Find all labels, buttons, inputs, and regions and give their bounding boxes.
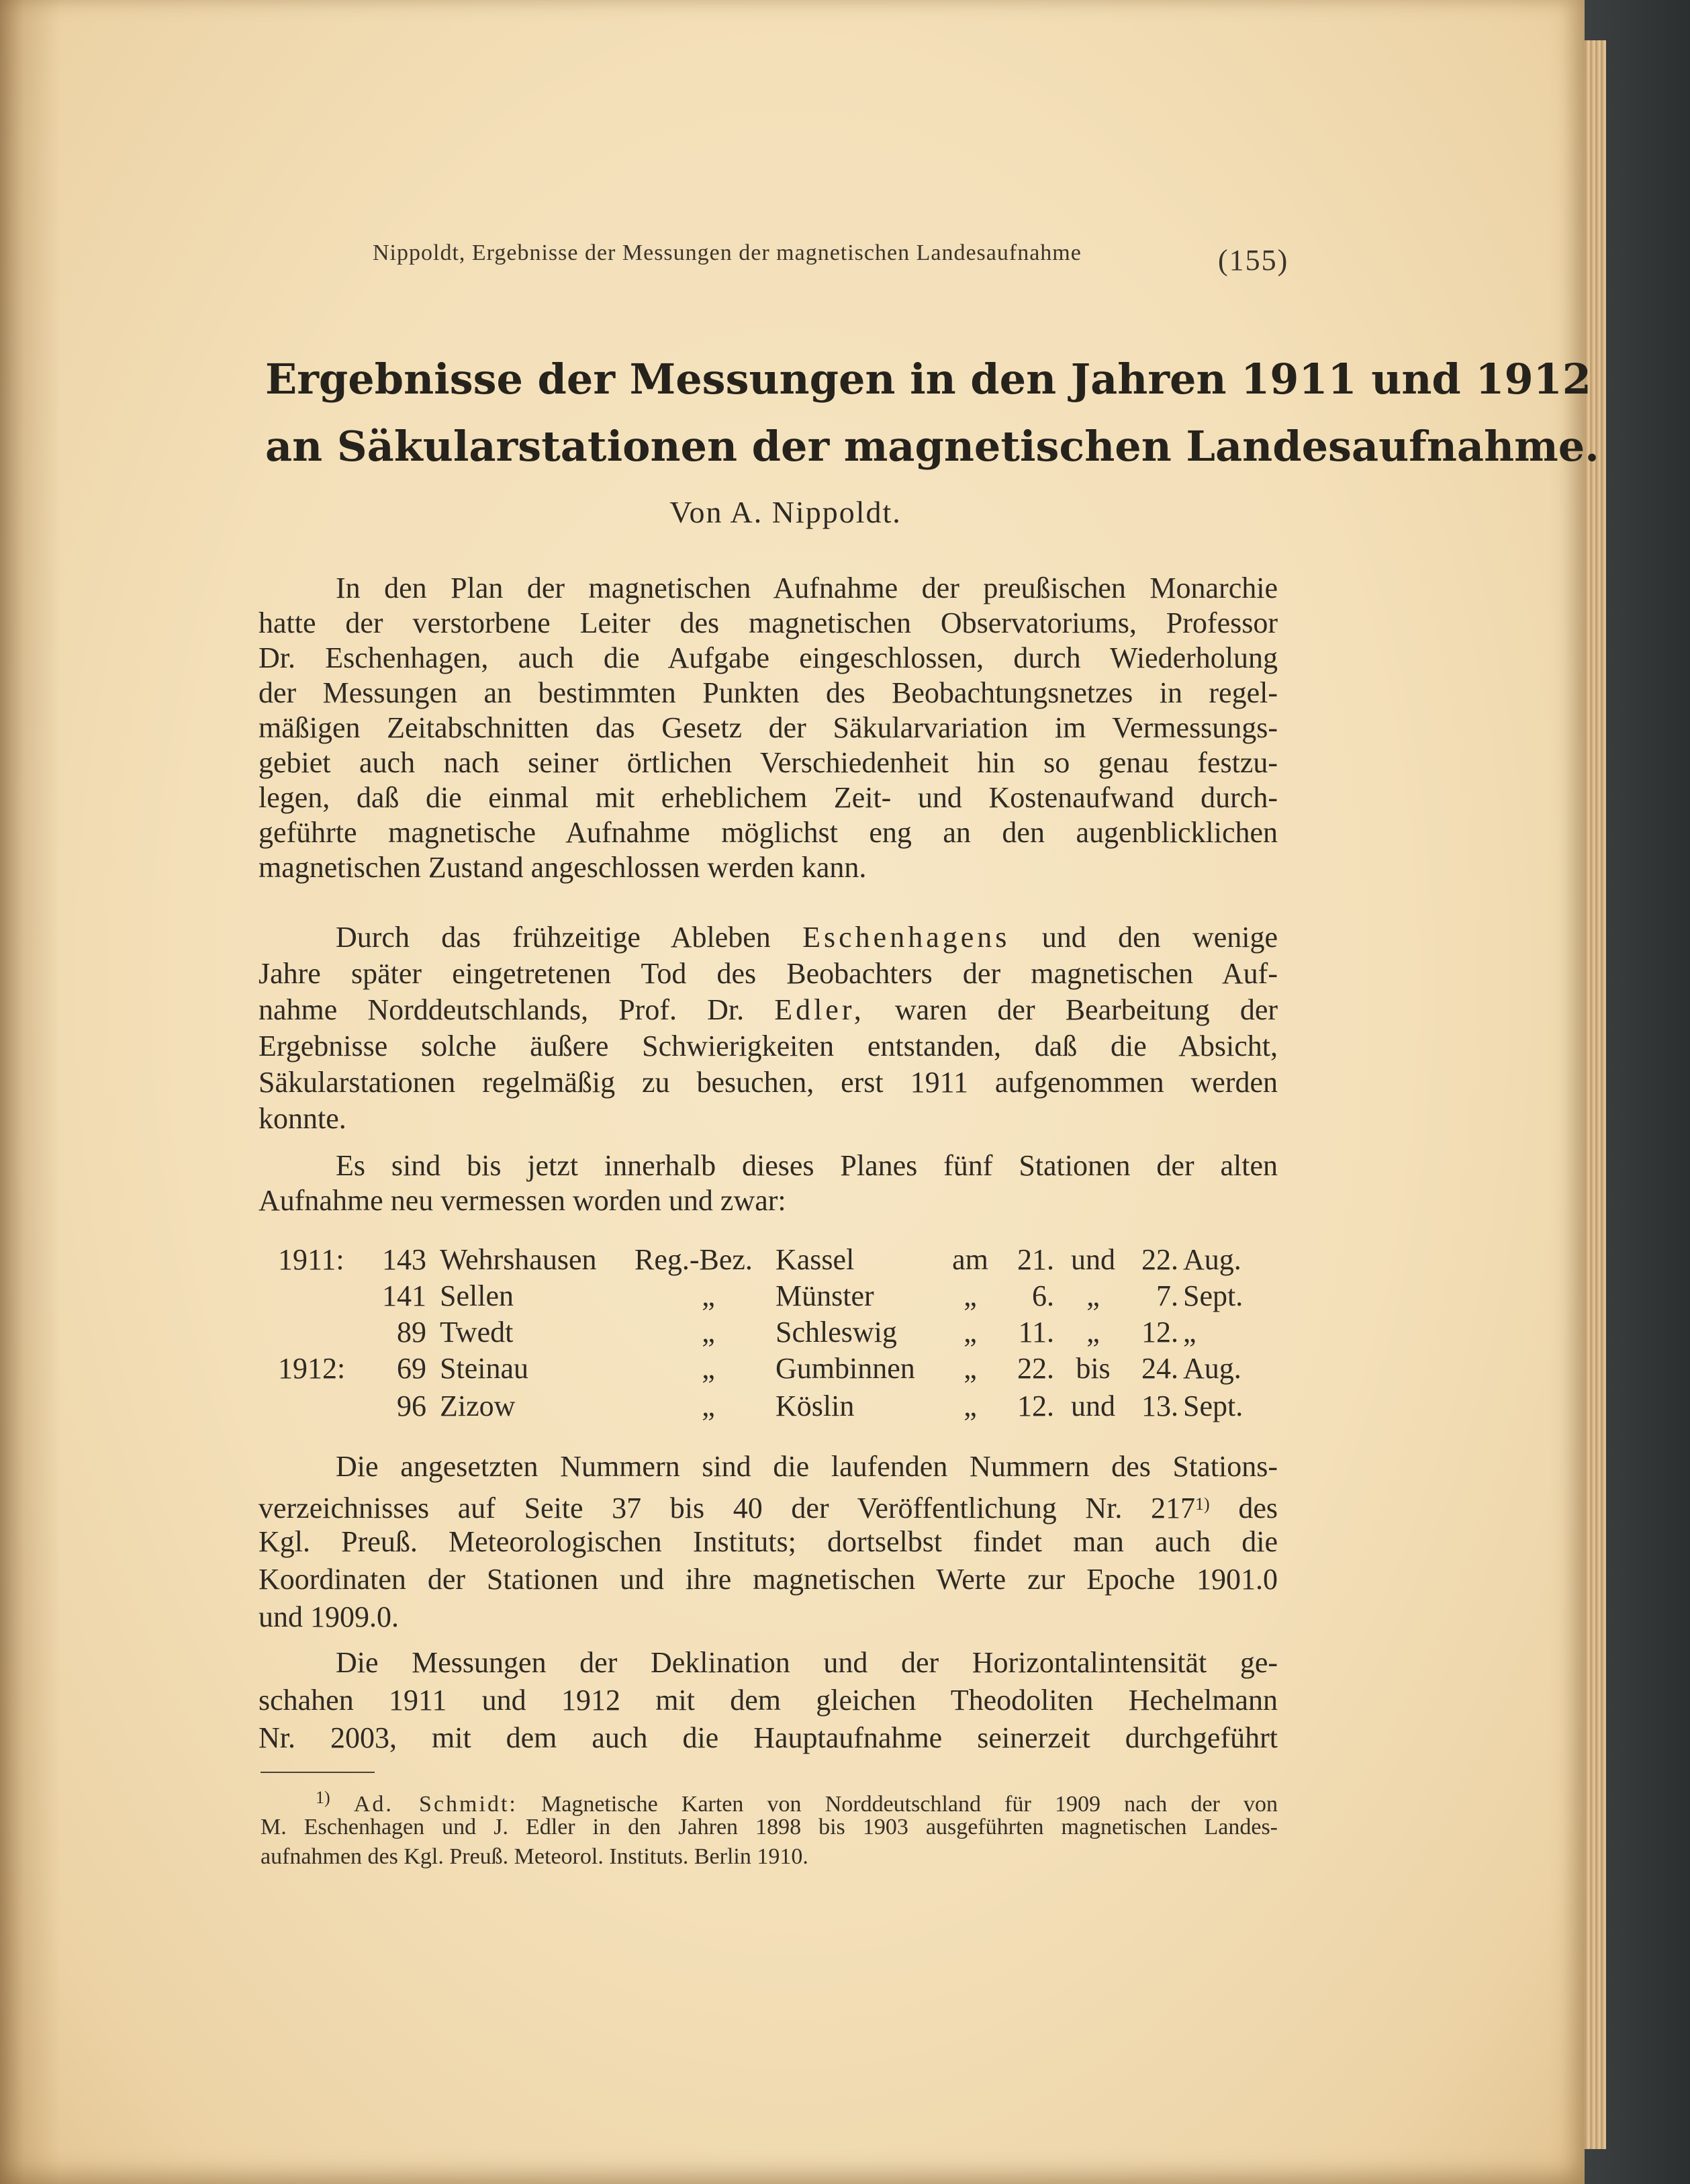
station-name: Twedt: [440, 1316, 514, 1349]
station-city: Schleswig: [776, 1316, 897, 1349]
paragraph-2-line: konnte.: [259, 1102, 346, 1135]
paragraph-5-line: Die Messungen der Deklination und der Horizontalintensität ge-: [336, 1646, 1278, 1679]
paragraph-4-line: Kgl. Preuß. Meteorologischen Instituts; dortselbst findet man auch die: [259, 1525, 1278, 1558]
paragraph-2-line: Säkularstationen regelmäßig zu besuchen, erst 1911 aufgenommen werden: [259, 1066, 1278, 1099]
station-day-start: 21.: [1017, 1243, 1054, 1276]
station-district: Reg.-Bez.: [635, 1243, 753, 1276]
paragraph-3-line: Es sind bis jetzt innerhalb dieses Planes fünf Stationen der alten: [336, 1149, 1278, 1182]
footnote-divider: [261, 1772, 375, 1773]
station-name: Steinau: [440, 1352, 528, 1385]
paragraph-2-line: Jahre später eingetretenen Tod des Beobachters der magnetischen Auf-: [259, 957, 1278, 990]
station-number: 89: [397, 1316, 426, 1349]
station-month: Aug.: [1183, 1243, 1241, 1276]
paragraph-5-line: Nr. 2003, mit dem auch die Hauptaufnahme seinerzeit durchgeführt: [259, 1721, 1278, 1754]
station-date-connector: bis: [1076, 1352, 1111, 1385]
station-number: 143: [382, 1243, 426, 1276]
paragraph-3-line: Aufnahme neu vermessen worden und zwar:: [259, 1184, 786, 1217]
article-author: Von A. Nippoldt.: [669, 495, 902, 529]
station-date-prefix: „: [964, 1316, 977, 1349]
station-year: 1911:: [278, 1243, 344, 1276]
station-date-prefix: „: [964, 1352, 977, 1385]
paragraph-2-line: nahme Norddeutschlands, Prof. Dr. Edler, waren der Bearbeitung der: [259, 993, 1278, 1026]
station-day-start: 11.: [1018, 1316, 1054, 1349]
paragraph-1-line: In den Plan der magnetischen Aufnahme der preußischen Monarchie: [336, 572, 1278, 604]
article-title-line-2: an Säkularstationen der magnetischen Landesaufnahme.: [265, 422, 1599, 471]
paragraph-1-line: der Messungen an bestimmten Punkten des Beobachtungsnetzes in regel-: [259, 676, 1278, 709]
station-date-connector: „: [1086, 1316, 1100, 1349]
article-title-line-1: Ergebnisse der Messungen in den Jahren 1911 und 1912: [265, 355, 1591, 404]
station-date-connector: und: [1071, 1243, 1115, 1276]
station-number: 141: [382, 1279, 426, 1312]
station-month: Aug.: [1183, 1352, 1241, 1385]
paragraph-4-line: verzeichnisses auf Seite 37 bis 40 der Veröffentlichung Nr. 217$^{1)}$ des: [259, 1492, 1278, 1525]
station-name: Wehrshausen: [440, 1243, 597, 1276]
paragraph-4-line: Koordinaten der Stationen und ihre magnetischen Werte zur Epoche 1901.0: [259, 1563, 1278, 1596]
paragraph-1-line: mäßigen Zeitabschnitten das Gesetz der Säkularvariation im Vermessungs-: [259, 711, 1278, 744]
footnote-author: Ad. Schmidt:: [353, 1792, 518, 1817]
footnote-line: $^{1)}$ Ad. Schmidt: Magnetische Karten von Norddeutschland für 1909 nach der von: [316, 1788, 1278, 1817]
station-day-end: 12.: [1141, 1316, 1178, 1349]
name-edler: Edler,: [774, 993, 865, 1026]
station-name: Sellen: [440, 1279, 514, 1312]
station-district: „: [702, 1316, 715, 1349]
footnote-line: aufnahmen des Kgl. Preuß. Meteorol. Instituts. Berlin 1910.: [261, 1844, 808, 1869]
paragraph-1-line: geführte magnetische Aufnahme möglichst eng an den augenblicklichen: [259, 816, 1278, 849]
footnote-line: M. Eschenhagen und J. Edler in den Jahren 1898 bis 1903 ausgeführten magnetischen Landes-: [261, 1815, 1278, 1839]
station-city: Kassel: [776, 1243, 855, 1276]
station-day-start: 6.: [1032, 1279, 1054, 1312]
paragraph-5-line: schahen 1911 und 1912 mit dem gleichen Theodoliten Hechelmann: [259, 1684, 1278, 1717]
paragraph-2-line: Durch das frühzeitige Ableben Eschenhagens und den wenige: [336, 921, 1278, 954]
paragraph-4-line: Die angesetzten Nummern sind die laufenden Nummern des Stations-: [336, 1450, 1278, 1483]
station-date-prefix: am: [952, 1243, 988, 1276]
footnote-marker: 1): [316, 1788, 330, 1807]
station-day-end: 7.: [1156, 1279, 1178, 1312]
paragraph-1-line: Dr. Eschenhagen, auch die Aufgabe eingeschlossen, durch Wiederholung: [259, 641, 1278, 674]
station-day-end: 13.: [1141, 1390, 1178, 1422]
paragraph-4-line: und 1909.0.: [259, 1600, 399, 1633]
station-number: 69: [397, 1352, 426, 1385]
station-city: Köslin: [776, 1390, 855, 1422]
paragraph-1-line: magnetischen Zustand angeschlossen werden kann.: [259, 851, 867, 884]
station-district: „: [702, 1279, 715, 1312]
gutter-shadow: [0, 0, 60, 2184]
station-date-connector: „: [1086, 1279, 1100, 1312]
paragraph-2-line: Ergebnisse solche äußere Schwierigkeiten entstanden, daß die Absicht,: [259, 1030, 1278, 1062]
paragraph-1-line: gebiet auch nach seiner örtlichen Verschiedenheit hin so genau festzu-: [259, 746, 1278, 779]
station-city: Gumbinnen: [776, 1352, 915, 1385]
paragraph-1-line: hatte der verstorbene Leiter des magnetischen Observatoriums, Professor: [259, 606, 1278, 639]
station-day-end: 22.: [1141, 1243, 1178, 1276]
station-month: Sept.: [1183, 1279, 1243, 1312]
station-month: Sept.: [1183, 1390, 1243, 1422]
station-name: Zizow: [440, 1390, 516, 1422]
station-date-prefix: „: [964, 1390, 977, 1422]
station-date-connector: und: [1071, 1390, 1115, 1422]
paragraph-1-line: legen, daß die einmal mit erheblichem Zeit- und Kostenaufwand durch-: [259, 781, 1278, 814]
name-eschenhagens: Eschenhagens: [802, 921, 1011, 954]
station-year: 1912:: [278, 1352, 346, 1385]
station-day-end: 24.: [1141, 1352, 1178, 1385]
station-district: „: [702, 1352, 715, 1385]
station-day-start: 22.: [1017, 1352, 1054, 1385]
station-number: 96: [397, 1390, 426, 1422]
running-head: Nippoldt, Ergebnisse der Messungen der magnetischen Landesaufnahme: [373, 240, 1082, 265]
station-day-start: 12.: [1017, 1390, 1054, 1422]
page-number: (155): [1218, 244, 1289, 277]
station-month: „: [1183, 1316, 1196, 1349]
station-city: Münster: [776, 1279, 874, 1312]
footnote-reference[interactable]: 1): [1195, 1494, 1210, 1514]
station-district: „: [702, 1390, 715, 1422]
station-date-prefix: „: [964, 1279, 977, 1312]
